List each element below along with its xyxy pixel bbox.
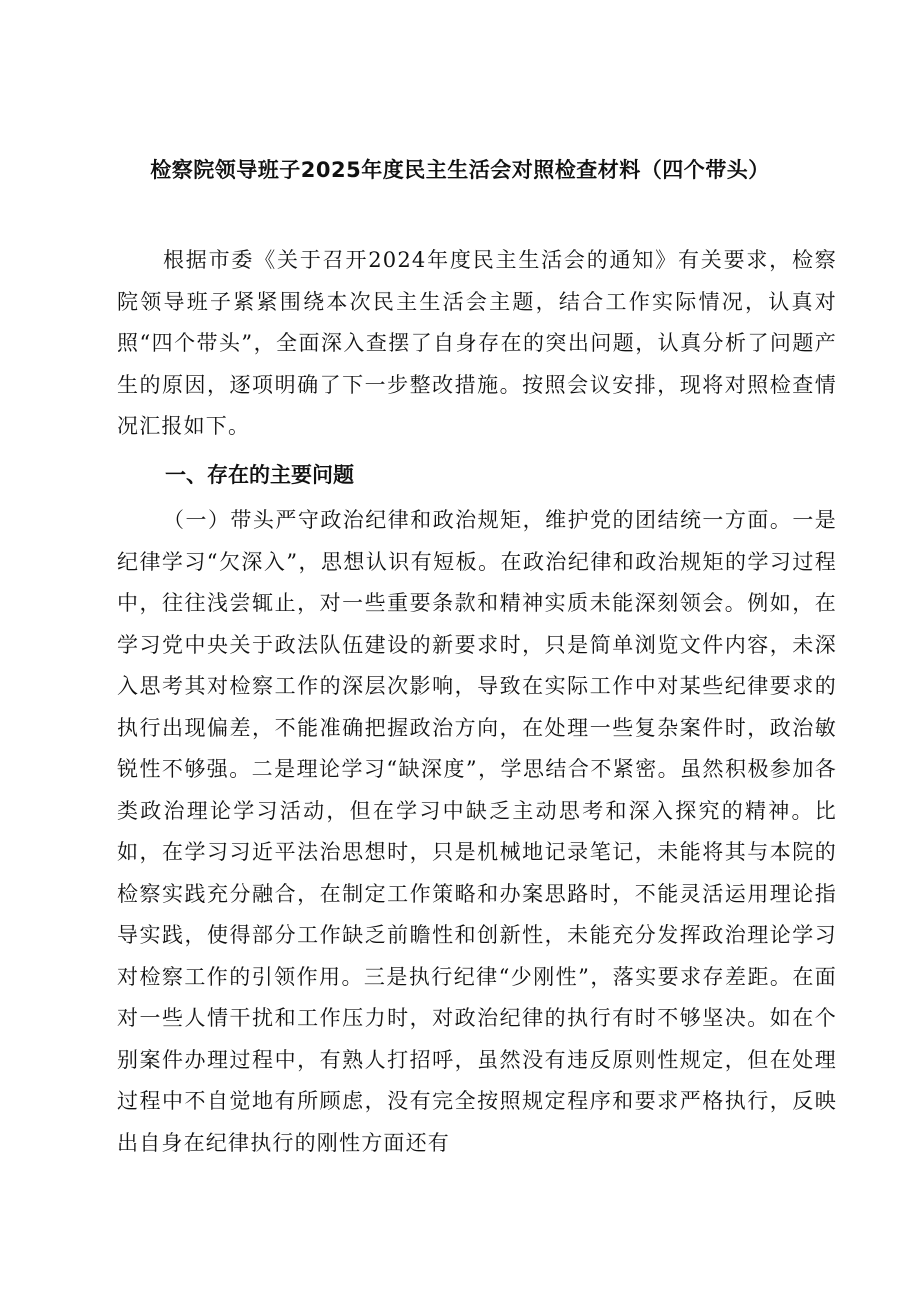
document-title: 检察院领导班子2025年度民主生活会对照检查材料（四个带头） — [150, 158, 770, 182]
intro-paragraph: 根据市委《关于召开2024年度民主生活会的通知》有关要求，检察院领导班子紧紧围绕本次民主生活会主题，结合工作实际情况，认真对照“四个带头”，全面深入查摆了自身存在的突出问题，认真分析了问题产生的原因，逐项明确了下一步整改措施。按照会议安排，现将对照检查情况汇报如下。 — [117, 248, 837, 438]
section-heading: 一、存在的主要问题 — [165, 463, 354, 487]
subsection-paragraph: （一）带头严守政治纪律和政治规矩，维护党的团结统一方面。一是纪律学习“欠深入”，思想认识有短板。在政治纪律和政治规矩的学习过程中，往往浅尝辄止，对一些重要条款和精神实质未能深刻领会。例如，在学习党中央关于政法队伍建设的新要求时，只是简单浏览文件内容，未深入思考其对检察工作的深层次影响，导致在实际工作中对某些纪律要求的执行出现偏差，不能准确把握政治方向，在处理一些复杂案件时，政治敏锐性不够强。二是理论学习“缺深度”，学思结合不紧密。虽然积极参加各类政治理论学习活动，但在学习中缺乏主动思考和深入探究的精神。比如，在学习习近平法治思想时，只是机械地记录笔记，未能将其与本院的检察实践充分融合，在制定工作策略和办案思路时，不能灵活运用理论指导实践，使得部分工作缺乏前瞻性和创新性，未能充分发挥政治理论学习对检察工作的引领作用。三是执行纪律“少刚性”，落实要求存差距。在面对一些人情干扰和工作压力时，对政治纪律的执行有时不够坚决。如在个别案件办理过程中，有熟人打招呼，虽然没有违反原则性规定，但在处理过程中不自觉地有所顾虑，没有完全按照规定程序和要求严格执行，反映出自身在纪律执行的刚性方面还有 — [117, 508, 837, 1155]
